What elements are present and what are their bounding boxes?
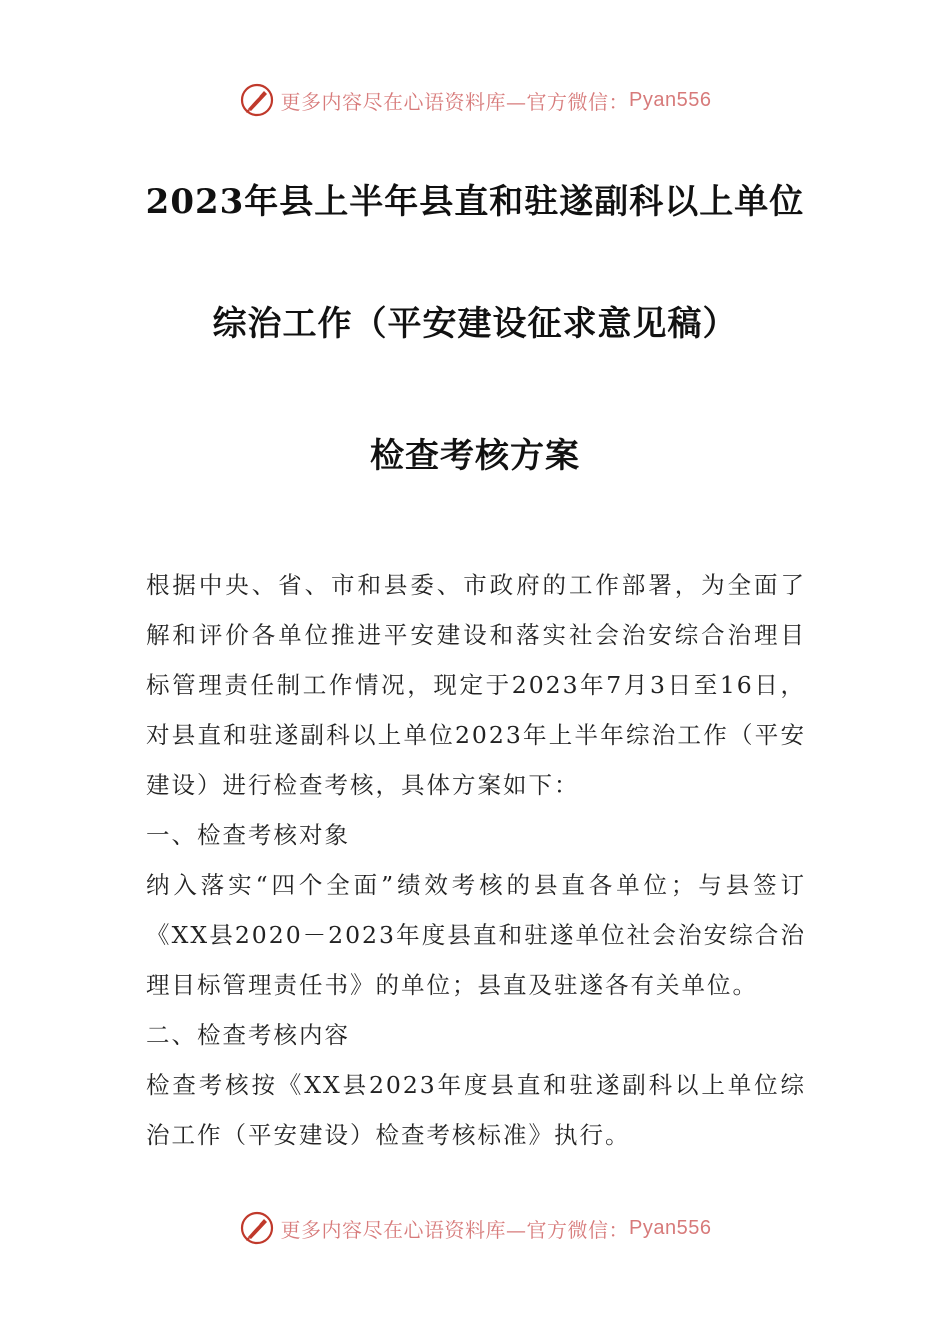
- section-2-heading: 二、检查考核内容: [146, 1021, 350, 1049]
- document-body: [146, 560, 806, 1160]
- document-title-line-1: 2023年县上半年县直和驻遂副科以上单位: [145, 182, 805, 222]
- quill-pen-logo-icon: [239, 1210, 275, 1246]
- watermark-code: Pyan556: [629, 88, 712, 111]
- watermark-code: Pyan556: [629, 1216, 712, 1239]
- section-1-paragraph: 纳入落实“四个全面”绩效考核的县直各单位；与县签订《XX县2020－2023年度县直和驻遂单位社会治安综合治理目标管理责任书》的单位；县直及驻遂各有关单位。: [146, 871, 806, 999]
- watermark-text: 更多内容尽在心语资料库—官方微信：: [280, 1217, 630, 1242]
- section-1-heading: 一、检查考核对象: [146, 821, 350, 849]
- watermark-header: [0, 82, 950, 118]
- section-2-paragraph: 检查考核按《XX县2023年度县直和驻遂副科以上单位综治工作（平安建设）检查考核标准》执行。: [146, 1071, 806, 1149]
- watermark-footer: [0, 1210, 950, 1246]
- watermark-text: 更多内容尽在心语资料库—官方微信：: [280, 89, 630, 114]
- document-title-line-3: 检查考核方案: [370, 436, 580, 476]
- intro-paragraph: 根据中央、省、市和县委、市政府的工作部署，为全面了解和评价各单位推进平安建设和落实社会治安综合治理目标管理责任制工作情况，现定于2023年7月3日至16日，对县直和驻遂副科以上单位2023年上半年综治工作（平安建设）进行检查考核，具体方案如下：: [146, 571, 806, 799]
- quill-pen-logo-icon: [239, 82, 275, 118]
- document-title-line-2: 综治工作（平安建设征求意见稿）: [212, 304, 738, 344]
